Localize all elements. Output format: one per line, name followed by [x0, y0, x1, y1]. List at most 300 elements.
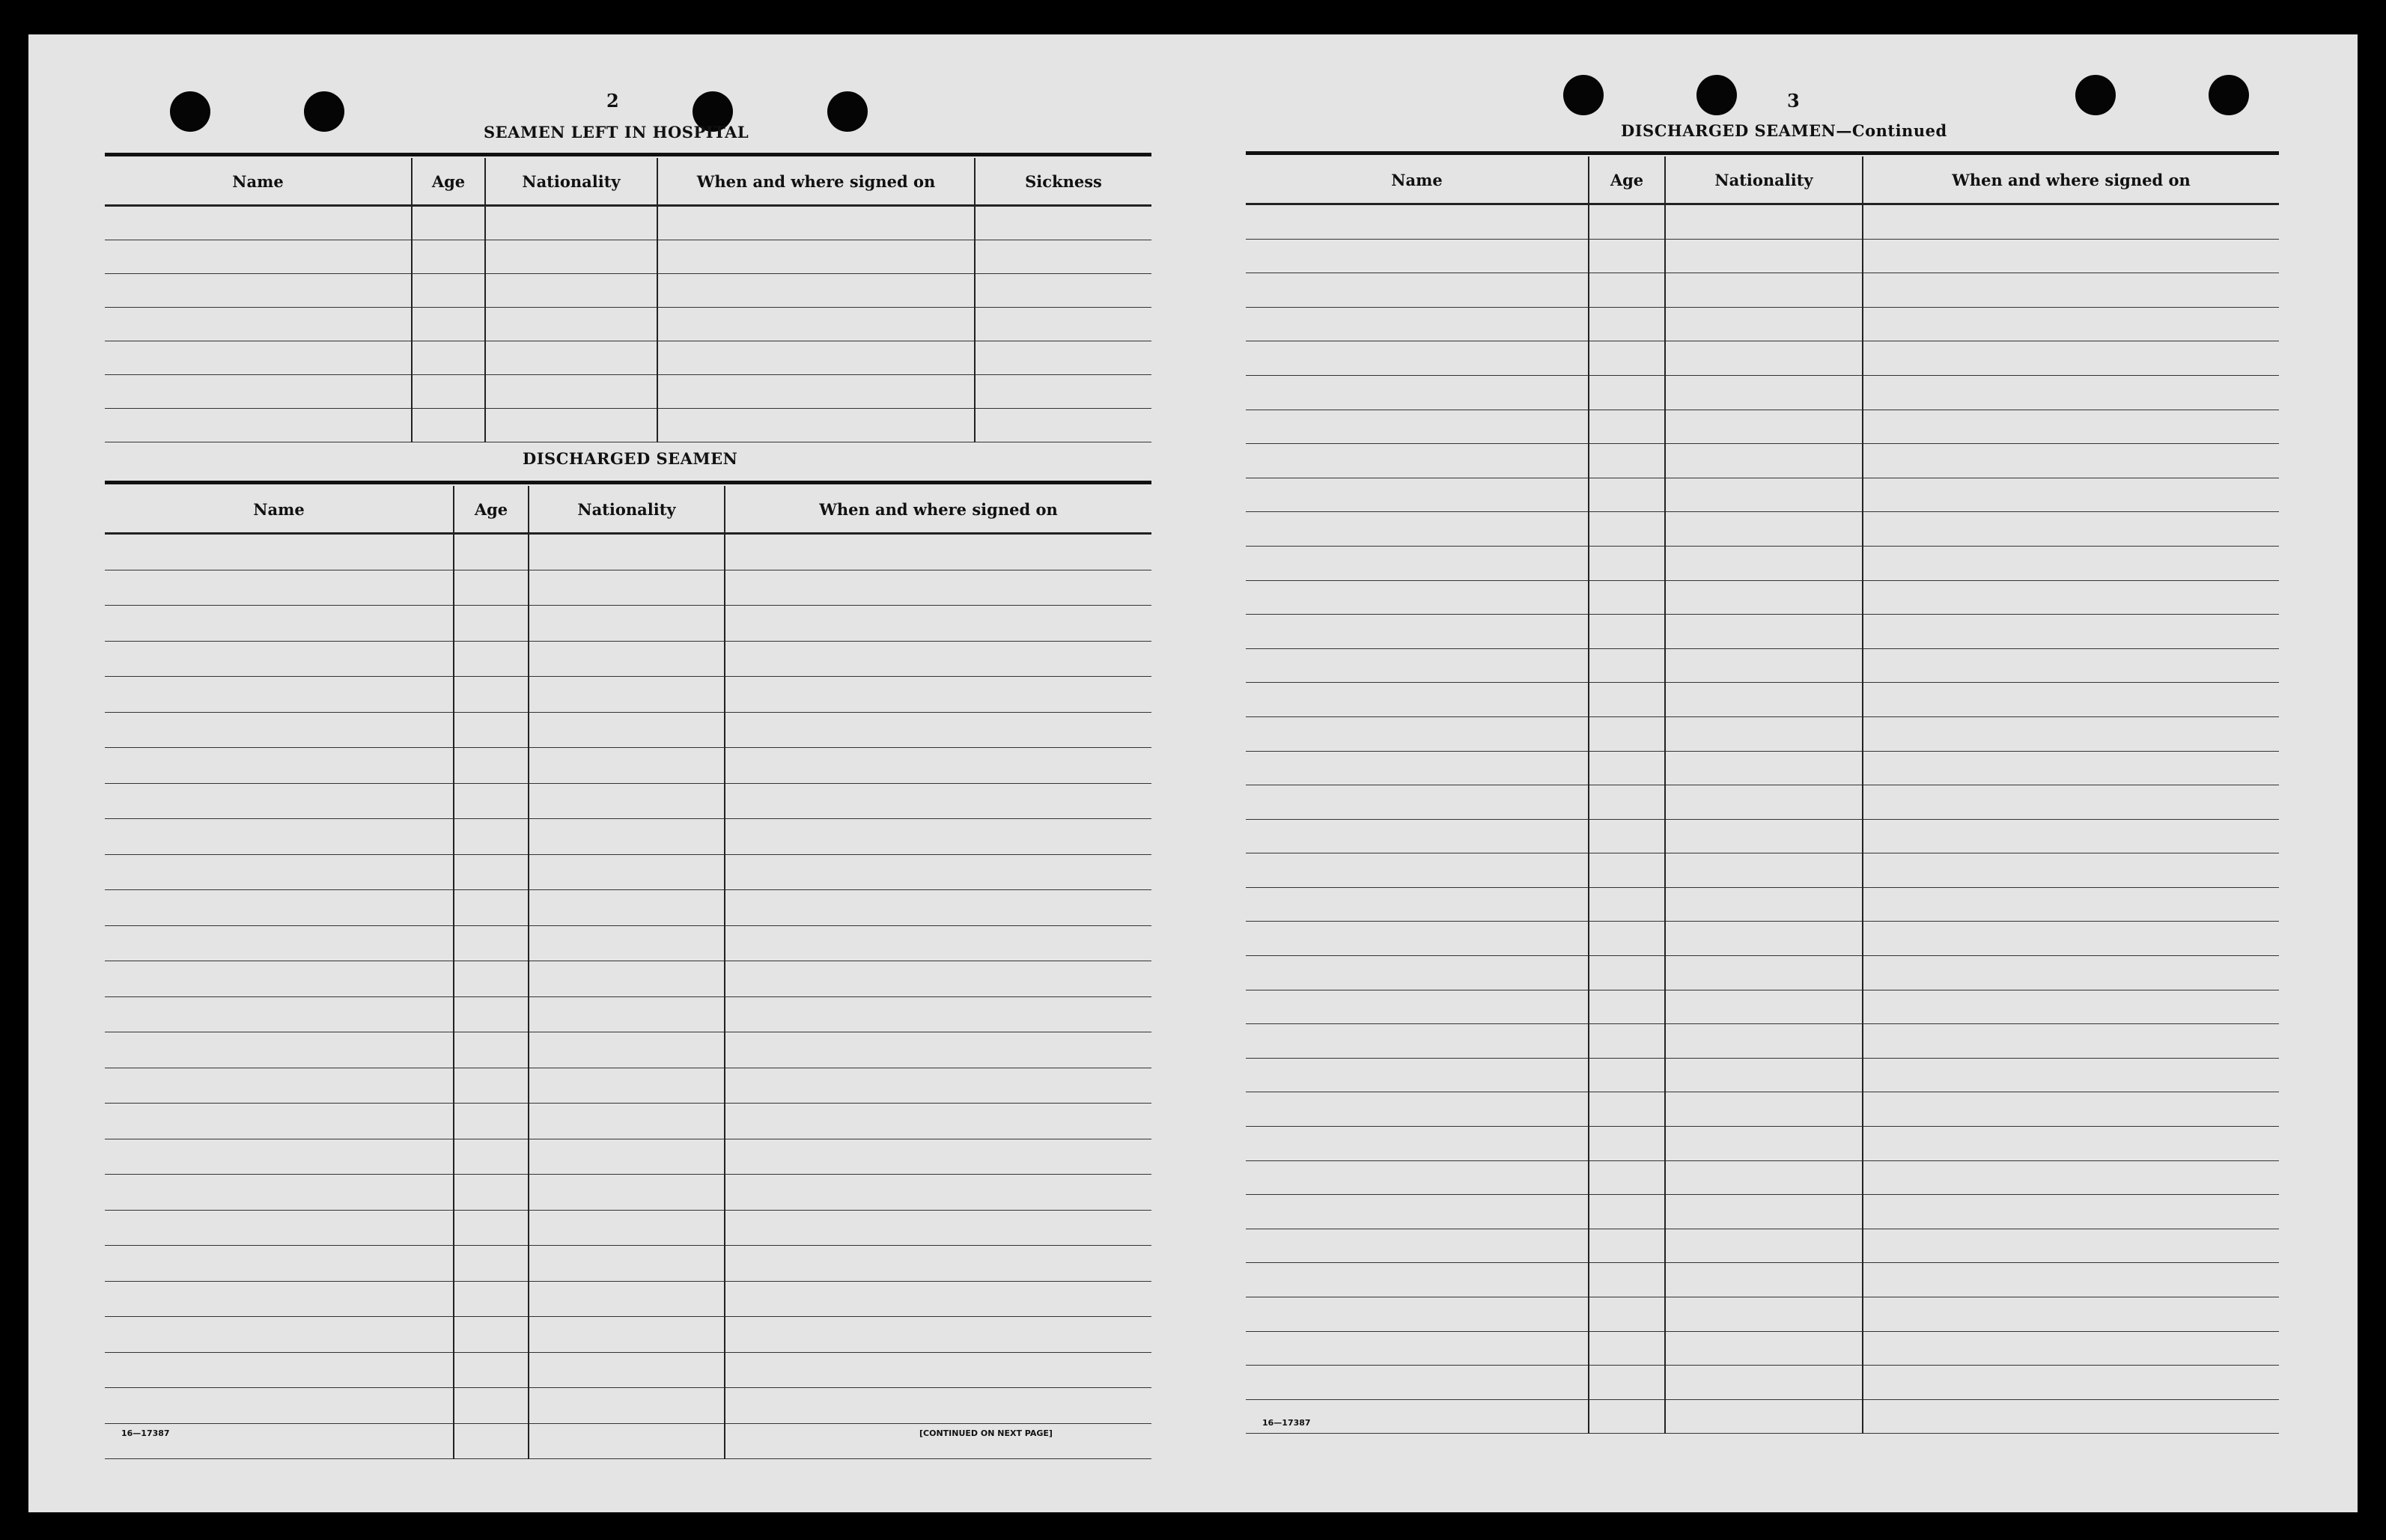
blank-cell	[1665, 1366, 1863, 1400]
column-header-age: Age	[412, 158, 485, 206]
punch-hole	[827, 91, 868, 132]
blank-cell	[1665, 478, 1863, 512]
blank-cell	[1863, 512, 2279, 547]
discharged-section-title-right	[1621, 121, 1947, 140]
blank-cell	[454, 1246, 529, 1282]
blank-cell	[454, 854, 529, 890]
table-row	[105, 274, 1151, 308]
table-row	[105, 1139, 1151, 1175]
blank-cell	[1665, 512, 1863, 547]
blank-cell	[1863, 341, 2279, 376]
blank-cell	[529, 570, 725, 606]
column-header-age: Age	[1589, 156, 1665, 204]
blank-cell	[529, 1210, 725, 1246]
blank-cell	[105, 961, 454, 997]
blank-cell	[1665, 615, 1863, 649]
blank-cell	[1863, 1092, 2279, 1127]
column-header-name: Name	[1246, 156, 1589, 204]
blank-cell	[529, 1246, 725, 1282]
blank-cell	[1589, 990, 1665, 1024]
blank-cell	[105, 783, 454, 819]
blank-cell	[1665, 683, 1863, 717]
page-number-right: 3	[1787, 90, 1800, 112]
blank-cell	[975, 206, 1151, 240]
blank-cell	[1863, 239, 2279, 273]
column-header-nationality: Nationality	[485, 158, 657, 206]
blank-cell	[1863, 204, 2279, 240]
table-row	[1246, 1229, 2279, 1263]
blank-cell	[1246, 683, 1589, 717]
blank-cell	[1589, 478, 1665, 512]
blank-cell	[1665, 1297, 1863, 1332]
blank-cell	[105, 1175, 454, 1211]
blank-cell	[1589, 1366, 1665, 1400]
blank-cell	[1665, 444, 1863, 478]
discharged-table-right	[1246, 156, 2279, 1434]
table-row	[105, 308, 1151, 341]
table-row	[1246, 648, 2279, 683]
blank-cell	[105, 641, 454, 677]
blank-cell	[412, 308, 485, 341]
blank-cell	[485, 240, 657, 274]
blank-cell	[1863, 1160, 2279, 1195]
blank-cell	[529, 1104, 725, 1139]
blank-cell	[1863, 1127, 2279, 1161]
hospital-table	[105, 158, 1151, 442]
blank-cell	[1863, 785, 2279, 820]
blank-cell	[1246, 1127, 1589, 1161]
blank-cell	[725, 534, 1151, 570]
table-row	[1246, 1160, 2279, 1195]
table-row	[105, 570, 1151, 606]
blank-cell	[1863, 375, 2279, 410]
table-row	[1246, 580, 2279, 615]
blank-cell	[1246, 1331, 1589, 1366]
discharged-title-text: DISCHARGED SEAMEN	[1621, 121, 1836, 140]
blank-cell	[657, 308, 975, 341]
column-header-signed-on: When and where signed on	[725, 486, 1151, 534]
blank-cell	[1246, 956, 1589, 990]
blank-cell	[529, 925, 725, 961]
blank-cell	[1589, 922, 1665, 956]
blank-cell	[1863, 819, 2279, 853]
table-row	[105, 783, 1151, 819]
blank-cell	[1246, 204, 1589, 240]
blank-cell	[529, 996, 725, 1032]
blank-cell	[1589, 546, 1665, 580]
blank-cell	[529, 854, 725, 890]
blank-cell	[975, 341, 1151, 375]
table-row	[105, 1210, 1151, 1246]
blank-cell	[105, 1210, 454, 1246]
blank-cell	[1665, 853, 1863, 888]
blank-cell	[412, 240, 485, 274]
table-row	[105, 375, 1151, 409]
blank-cell	[1589, 307, 1665, 341]
blank-cell	[1665, 580, 1863, 615]
blank-cell	[725, 641, 1151, 677]
table-row	[1246, 1263, 2279, 1297]
column-header-signed-on: When and where signed on	[1863, 156, 2279, 204]
blank-cell	[454, 606, 529, 642]
blank-cell	[1589, 1058, 1665, 1092]
table-row	[1246, 615, 2279, 649]
punch-hole	[2075, 75, 2116, 115]
table-row	[1246, 239, 2279, 273]
table-row	[1246, 204, 2279, 240]
blank-cell	[1246, 1263, 1589, 1297]
blank-cell	[1863, 853, 2279, 888]
blank-cell	[105, 748, 454, 784]
blank-cell	[725, 819, 1151, 855]
table-row	[1246, 853, 2279, 888]
blank-cell	[1665, 1024, 1863, 1059]
blank-cell	[454, 641, 529, 677]
blank-cell	[454, 677, 529, 713]
blank-cell	[1246, 1058, 1589, 1092]
blank-cell	[1665, 1263, 1863, 1297]
blank-cell	[1665, 1058, 1863, 1092]
column-header-nationality: Nationality	[1665, 156, 1863, 204]
blank-cell	[412, 274, 485, 308]
punch-hole	[304, 91, 344, 132]
blank-cell	[725, 996, 1151, 1032]
blank-cell	[1665, 751, 1863, 785]
table-row	[1246, 1024, 2279, 1059]
blank-cell	[485, 375, 657, 409]
blank-cell	[529, 890, 725, 926]
table-row	[1246, 922, 2279, 956]
blank-cell	[1863, 1331, 2279, 1366]
blank-cell	[454, 1032, 529, 1068]
blank-cell	[1863, 1058, 2279, 1092]
blank-cell	[1665, 956, 1863, 990]
blank-cell	[725, 890, 1151, 926]
blank-cell	[1863, 1024, 2279, 1059]
blank-cell	[454, 1352, 529, 1388]
punch-hole	[1563, 75, 1604, 115]
table-row	[1246, 1092, 2279, 1127]
blank-cell	[105, 1246, 454, 1282]
blank-cell	[1246, 1297, 1589, 1332]
blank-cell	[412, 375, 485, 409]
table-row	[105, 1281, 1151, 1317]
blank-cell	[1863, 444, 2279, 478]
blank-cell	[1589, 956, 1665, 990]
blank-cell	[1665, 273, 1863, 308]
blank-cell	[725, 1068, 1151, 1104]
blank-cell	[485, 274, 657, 308]
blank-cell	[1589, 580, 1665, 615]
blank-cell	[1246, 444, 1589, 478]
blank-cell	[1589, 785, 1665, 820]
blank-cell	[1863, 922, 2279, 956]
blank-cell	[1665, 990, 1863, 1024]
blank-cell	[1665, 1399, 1863, 1434]
blank-cell	[529, 712, 725, 748]
blank-cell	[1589, 1229, 1665, 1263]
blank-cell	[454, 1210, 529, 1246]
blank-cell	[105, 274, 412, 308]
blank-cell	[454, 1388, 529, 1424]
blank-cell	[1863, 887, 2279, 922]
blank-cell	[975, 274, 1151, 308]
blank-cell	[1246, 887, 1589, 922]
table-row	[105, 961, 1151, 997]
blank-cell	[1863, 648, 2279, 683]
blank-cell	[105, 375, 412, 409]
blank-cell	[529, 748, 725, 784]
blank-cell	[105, 240, 412, 274]
table-row	[105, 606, 1151, 642]
blank-cell	[1863, 1229, 2279, 1263]
blank-cell	[1589, 1263, 1665, 1297]
blank-cell	[1863, 1297, 2279, 1332]
blank-cell	[105, 534, 454, 570]
blank-cell	[1589, 444, 1665, 478]
blank-cell	[1665, 1160, 1863, 1195]
table-row	[1246, 785, 2279, 820]
blank-cell	[105, 570, 454, 606]
table-row	[105, 1175, 1151, 1211]
page-number-left: 2	[606, 90, 619, 112]
blank-cell	[105, 206, 412, 240]
blank-cell	[1246, 819, 1589, 853]
table-row	[105, 341, 1151, 375]
table-row	[1246, 478, 2279, 512]
table-row	[1246, 751, 2279, 785]
blank-cell	[1246, 1195, 1589, 1229]
blank-cell	[1589, 410, 1665, 444]
blank-cell	[1246, 1366, 1589, 1400]
table-row	[105, 712, 1151, 748]
table-row	[105, 1317, 1151, 1353]
blank-cell	[725, 1352, 1151, 1388]
blank-cell	[1589, 751, 1665, 785]
table-row	[1246, 1127, 2279, 1161]
table-row	[1246, 341, 2279, 376]
blank-cell	[1665, 341, 1863, 376]
blank-cell	[1665, 375, 1863, 410]
table-row	[105, 890, 1151, 926]
blank-cell	[105, 996, 454, 1032]
blank-cell	[1246, 1160, 1589, 1195]
blank-cell	[657, 240, 975, 274]
blank-cell	[1863, 990, 2279, 1024]
blank-cell	[1246, 1229, 1589, 1263]
blank-cell	[1665, 1195, 1863, 1229]
blank-cell	[1246, 751, 1589, 785]
blank-cell	[725, 677, 1151, 713]
table-row	[1246, 546, 2279, 580]
blank-cell	[454, 712, 529, 748]
column-header-nationality: Nationality	[529, 486, 725, 534]
blank-cell	[725, 961, 1151, 997]
blank-cell	[1246, 478, 1589, 512]
blank-cell	[105, 925, 454, 961]
blank-cell	[1863, 1366, 2279, 1400]
blank-cell	[725, 606, 1151, 642]
blank-cell	[454, 1139, 529, 1175]
table-row	[105, 996, 1151, 1032]
blank-cell	[1246, 341, 1589, 376]
blank-cell	[454, 1317, 529, 1353]
blank-cell	[725, 748, 1151, 784]
blank-cell	[1246, 307, 1589, 341]
blank-cell	[105, 308, 412, 341]
blank-cell	[454, 748, 529, 784]
blank-cell	[529, 1032, 725, 1068]
blank-cell	[1863, 751, 2279, 785]
blank-cell	[485, 409, 657, 442]
blank-cell	[1863, 683, 2279, 717]
blank-cell	[1589, 341, 1665, 376]
blank-cell	[1246, 410, 1589, 444]
table-row	[1246, 1331, 2279, 1366]
blank-cell	[1589, 239, 1665, 273]
table-row	[105, 1104, 1151, 1139]
blank-cell	[1665, 1229, 1863, 1263]
table-row	[1246, 307, 2279, 341]
blank-cell	[454, 925, 529, 961]
blank-cell	[1246, 853, 1589, 888]
blank-cell	[1665, 410, 1863, 444]
table-row	[105, 677, 1151, 713]
blank-cell	[485, 341, 657, 375]
blank-cell	[1246, 273, 1589, 308]
table-row	[1246, 683, 2279, 717]
blank-cell	[1246, 648, 1589, 683]
blank-cell	[1246, 512, 1589, 547]
column-header-age: Age	[454, 486, 529, 534]
blank-cell	[1589, 1092, 1665, 1127]
table-row	[105, 854, 1151, 890]
blank-cell	[1863, 478, 2279, 512]
table-row	[1246, 1399, 2279, 1434]
blank-cell	[529, 1352, 725, 1388]
blank-cell	[529, 534, 725, 570]
blank-cell	[412, 409, 485, 442]
blank-cell	[529, 606, 725, 642]
blank-cell	[725, 1388, 1151, 1424]
blank-cell	[975, 308, 1151, 341]
table-row	[1246, 716, 2279, 751]
blank-cell	[657, 206, 975, 240]
hospital-section-title: SEAMEN LEFT IN HOSPITAL	[484, 123, 749, 141]
table-row	[105, 206, 1151, 240]
blank-cell	[725, 925, 1151, 961]
blank-cell	[725, 1139, 1151, 1175]
blank-cell	[105, 1032, 454, 1068]
table-row	[1246, 444, 2279, 478]
document-sheet	[28, 34, 2358, 1512]
table-row	[105, 1246, 1151, 1282]
blank-cell	[1589, 1127, 1665, 1161]
blank-cell	[105, 1317, 454, 1353]
blank-cell	[1589, 716, 1665, 751]
blank-cell	[1589, 512, 1665, 547]
blank-cell	[1863, 615, 2279, 649]
blank-cell	[105, 1139, 454, 1175]
blank-cell	[1246, 716, 1589, 751]
continued-suffix: —Continued	[1836, 121, 1947, 140]
blank-cell	[454, 1104, 529, 1139]
blank-cell	[105, 854, 454, 890]
column-header-name: Name	[105, 486, 454, 534]
table-row	[1246, 1058, 2279, 1092]
blank-cell	[454, 819, 529, 855]
blank-cell	[725, 1032, 1151, 1068]
table-row	[105, 534, 1151, 570]
blank-cell	[1665, 307, 1863, 341]
blank-cell	[454, 570, 529, 606]
blank-cell	[1589, 683, 1665, 717]
blank-cell	[1246, 615, 1589, 649]
blank-cell	[1246, 1024, 1589, 1059]
blank-cell	[1589, 615, 1665, 649]
blank-cell	[454, 890, 529, 926]
blank-cell	[975, 240, 1151, 274]
blank-cell	[1589, 853, 1665, 888]
punch-hole	[1696, 75, 1737, 115]
blank-cell	[529, 1281, 725, 1317]
blank-cell	[1246, 922, 1589, 956]
blank-cell	[1589, 648, 1665, 683]
table-row	[1246, 1195, 2279, 1229]
blank-cell	[1589, 1297, 1665, 1332]
column-header-signed-on: When and where signed on	[657, 158, 975, 206]
blank-cell	[1246, 239, 1589, 273]
blank-cell	[657, 375, 975, 409]
blank-cell	[1246, 580, 1589, 615]
punch-hole	[170, 91, 210, 132]
continued-note: [CONTINUED ON NEXT PAGE]	[919, 1428, 1053, 1438]
table-row	[1246, 1366, 2279, 1400]
blank-cell	[105, 712, 454, 748]
blank-cell	[1589, 1195, 1665, 1229]
blank-cell	[105, 819, 454, 855]
table-row	[105, 1388, 1151, 1424]
blank-cell	[1246, 546, 1589, 580]
blank-cell	[1246, 375, 1589, 410]
blank-cell	[1589, 1331, 1665, 1366]
blank-cell	[1863, 580, 2279, 615]
column-header-sickness: Sickness	[975, 158, 1151, 206]
blank-cell	[725, 1281, 1151, 1317]
blank-cell	[529, 641, 725, 677]
blank-cell	[1589, 273, 1665, 308]
table-row	[105, 641, 1151, 677]
blank-cell	[1665, 922, 1863, 956]
blank-cell	[1246, 785, 1589, 820]
blank-cell	[657, 274, 975, 308]
blank-cell	[1863, 1399, 2279, 1434]
table-row	[1246, 375, 2279, 410]
blank-cell	[725, 570, 1151, 606]
blank-cell	[454, 1175, 529, 1211]
blank-cell	[454, 961, 529, 997]
blank-cell	[1665, 1331, 1863, 1366]
blank-cell	[975, 409, 1151, 442]
discharged-table-left	[105, 486, 1151, 1459]
blank-cell	[529, 783, 725, 819]
column-header-name: Name	[105, 158, 412, 206]
table-row	[1246, 887, 2279, 922]
blank-cell	[105, 341, 412, 375]
blank-cell	[1665, 546, 1863, 580]
table-row	[1246, 273, 2279, 308]
blank-cell	[1589, 819, 1665, 853]
